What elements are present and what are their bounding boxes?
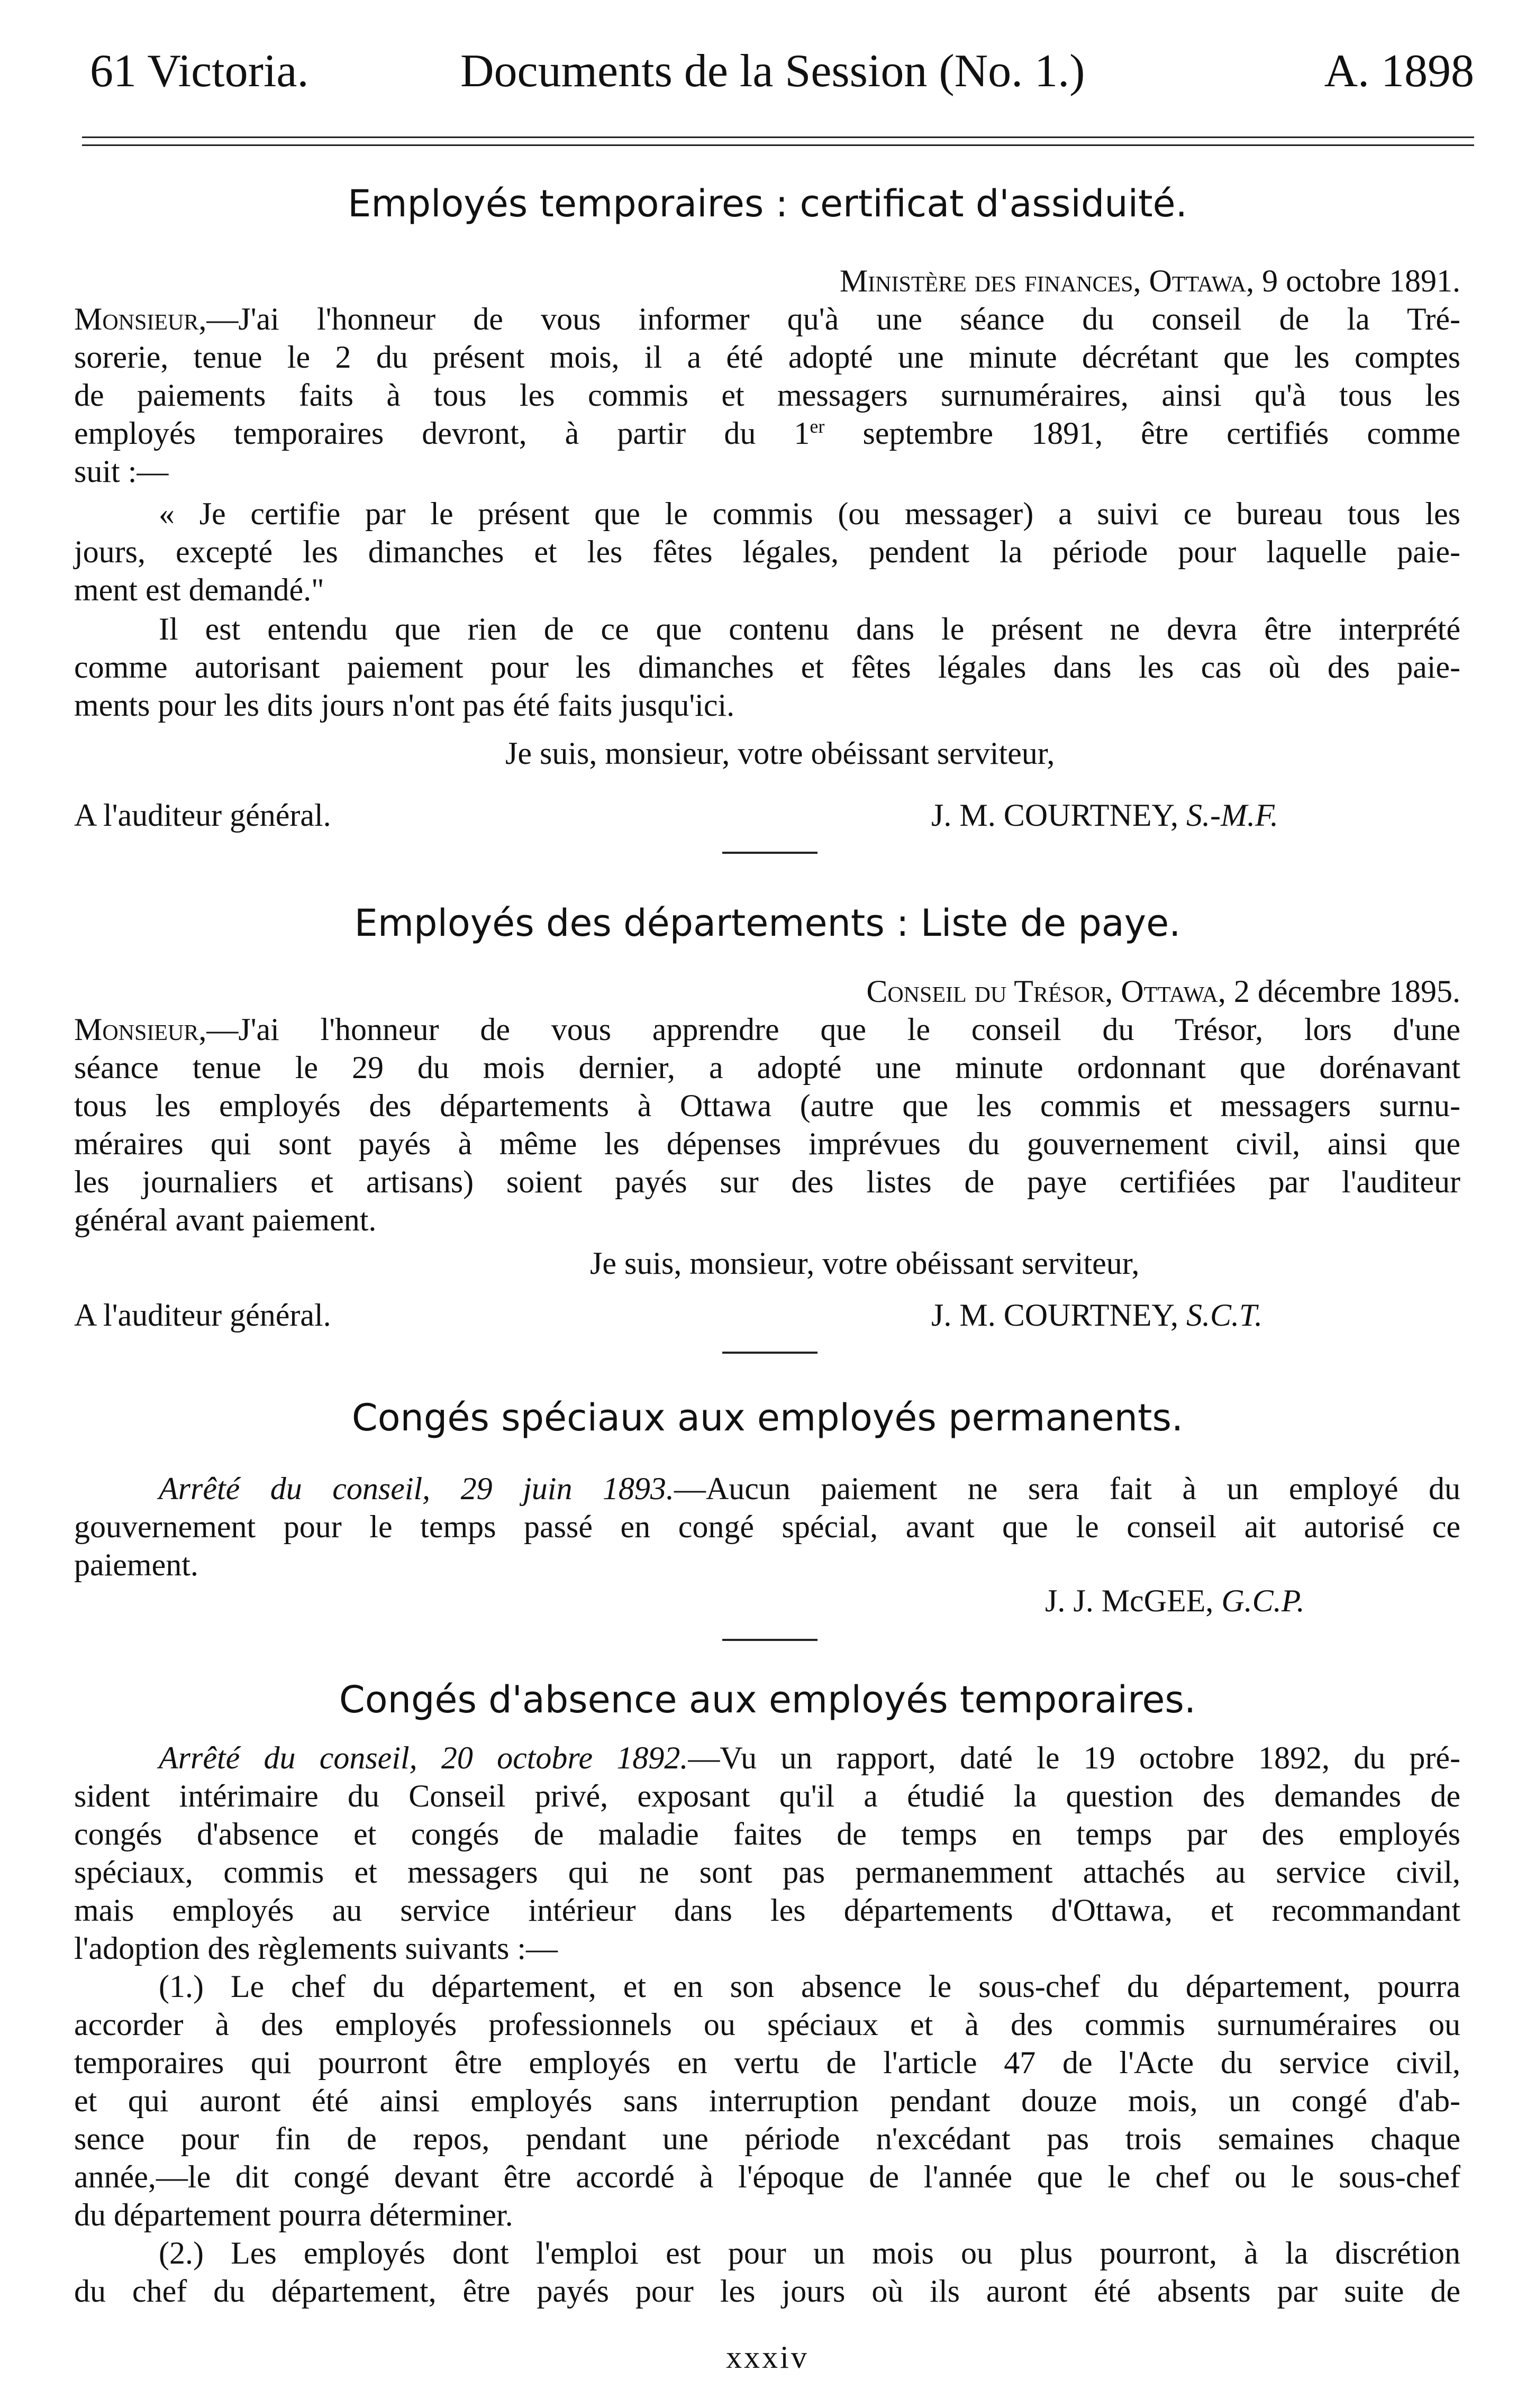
body-line: séance tenue le 29 du mois dernier, a adopté une minute ordonnant que dorénavant xyxy=(74,1050,1460,1085)
dateline-date: 2 décembre 1895. xyxy=(1233,974,1460,1009)
rule-line: du département pourra déterminer. xyxy=(74,2197,513,2232)
body-line: tous les employés des départements à Ottawa (autre que les commis et messagers surnu- xyxy=(74,1088,1460,1123)
section-heading-2: Employés des départements : Liste de paye. xyxy=(354,901,1181,945)
text-run: —Vu un rapport, daté le 19 octobre 1892, du pré- xyxy=(688,1740,1460,1775)
body-line: gouvernement pour le temps passé en congé spécial, avant que le conseil ait autorisé ce xyxy=(74,1509,1460,1544)
body-line: de paiements faits à tous les commis et messagers surnuméraires, ainsi qu'à tous les xyxy=(74,378,1460,413)
header-double-rule xyxy=(82,136,1474,146)
signatory-title: S.-M.F. xyxy=(1186,798,1278,833)
text-run: employés temporaires devront, à partir du 1 xyxy=(74,416,810,451)
rule-line: du chef du département, être payés pour les jours où ils auront été absents par suite de xyxy=(74,2274,1460,2309)
body-line: sident intérimaire du Conseil privé, exposant qu'il a étudié la question des demandes de xyxy=(74,1778,1460,1813)
dateline-office: Ministère des finances, Ottawa, xyxy=(839,263,1255,298)
section-divider xyxy=(722,1639,818,1641)
quote-line: jours, excepté les dimanches et les fêtes légales, pendent la période pour laquelle paie- xyxy=(74,534,1460,569)
signatory-title: S.C.T. xyxy=(1186,1298,1262,1333)
rule-line: (2.) Les employés dont l'emploi est pour un mois ou plus pourront, à la discrétion xyxy=(159,2236,1460,2270)
salutation: Monsieur, xyxy=(74,302,207,336)
body-line: comme autorisant paiement pour les dimanches et fêtes légales dans les cas où des paie- xyxy=(74,650,1460,685)
closing-formula: Je suis, monsieur, votre obéissant serviteur, xyxy=(505,736,1055,771)
body-line: les journaliers et artisans) soient payés sur des listes de paye certifiées par l'auditeur xyxy=(74,1164,1460,1199)
quote-line: « Je certifie par le présent que le commis (ou messager) a suivi ce bureau tous les xyxy=(159,496,1460,531)
signatory-title: G.C.P. xyxy=(1221,1583,1305,1618)
rule-line: et qui auront été ainsi employés sans interruption pendant douze mois, un congé d'ab- xyxy=(74,2083,1460,2118)
dateline-1 xyxy=(74,262,1460,300)
body-line: Il est entendu que rien de ce que contenu dans le présent ne devra être interprété xyxy=(159,612,1460,646)
body-line: méraires qui sont payés à même les dépenses imprévues du gouvernement civil, ainsi que xyxy=(74,1126,1460,1161)
body-line: l'adoption des règlements suivants :— xyxy=(74,1931,558,1966)
page-folio: xxxiv xyxy=(726,2340,809,2375)
text-run: septembre 1891, être certifiés comme xyxy=(824,416,1460,451)
addressee: A l'auditeur général. xyxy=(74,1298,331,1333)
signatory-name: J. M. COURTNEY, xyxy=(931,1298,1179,1333)
signature xyxy=(931,1296,1262,1334)
running-head xyxy=(69,40,1474,103)
salutation: Monsieur, xyxy=(74,1012,207,1047)
signatory-name: J. J. McGEE, xyxy=(1045,1583,1214,1618)
body-line: congés d'absence et congés de maladie faites de temps en temps par des employés xyxy=(74,1817,1460,1851)
header-publication-title: Documents de la Session (No. 1.) xyxy=(460,45,1085,97)
superscript: er xyxy=(810,416,825,437)
body-line: suit :— xyxy=(74,454,169,489)
signatory-name: J. M. COURTNEY, xyxy=(931,798,1179,833)
body-line: paiement. xyxy=(74,1547,198,1582)
text-run: —Aucun paiement ne sera fait à un employé du xyxy=(674,1471,1460,1506)
body-line: spéciaux, commis et messagers qui ne sont pas permanemment attachés au service civil, xyxy=(74,1855,1460,1890)
section-heading-3: Congés spéciaux aux employés permanents. xyxy=(351,1396,1184,1439)
rule-line: sence pour fin de repos, pendant une période n'excédant pas trois semaines chaque xyxy=(74,2121,1460,2156)
body-line xyxy=(159,1470,1460,1508)
body-line xyxy=(74,414,1460,452)
header-regnal-year: 61 Victoria. xyxy=(90,45,309,97)
dateline-2 xyxy=(74,972,1460,1010)
body-line xyxy=(74,1010,1460,1048)
signature xyxy=(1045,1582,1305,1620)
body-line: mais employés au service intérieur dans les départements d'Ottawa, et recommandant xyxy=(74,1893,1460,1928)
closing-formula: Je suis, monsieur, votre obéissant serviteur, xyxy=(590,1246,1140,1281)
signature xyxy=(931,796,1278,834)
rule-line: année,—le dit congé devant être accordé à l'époque de l'année que le chef ou le sous-chef xyxy=(74,2159,1460,2194)
body-line xyxy=(74,300,1460,338)
order-reference: Arrêté du conseil, 20 octobre 1892. xyxy=(159,1740,688,1775)
text-run: —J'ai l'honneur de vous apprendre que le conseil du Trésor, lors d'une xyxy=(206,1012,1460,1047)
section-heading-1: Employés temporaires : certificat d'assiduité. xyxy=(348,182,1187,225)
rule-line: accorder à des employés professionnels ou spéciaux et à des commis surnuméraires ou xyxy=(74,2007,1460,2042)
body-line: sorerie, tenue le 2 du présent mois, il a été adopté une minute décrétant que les comptes xyxy=(74,340,1460,375)
section-heading-4: Congés d'absence aux employés temporaires. xyxy=(339,1678,1196,1721)
rule-line: temporaires qui pourront être employés en vertu de l'article 47 de l'Acte du service civil, xyxy=(74,2045,1460,2080)
dateline-date: 9 octobre 1891. xyxy=(1262,263,1460,298)
body-line xyxy=(159,1739,1460,1777)
addressee: A l'auditeur général. xyxy=(74,798,331,833)
dateline-office: Conseil du Trésor, Ottawa, xyxy=(866,974,1226,1009)
rule-line: (1.) Le chef du département, et en son absence le sous-chef du département, pourra xyxy=(159,1969,1460,2004)
quote-line: ment est demandé." xyxy=(74,572,324,607)
body-line: ments pour les dits jours n'ont pas été faits jusqu'ici. xyxy=(74,688,735,723)
section-divider xyxy=(722,1352,818,1354)
section-divider xyxy=(722,852,818,854)
text-run: —J'ai l'honneur de vous informer qu'à une séance du conseil de la Tré- xyxy=(206,302,1460,336)
header-year: A. 1898 xyxy=(1324,45,1474,97)
order-reference: Arrêté du conseil, 29 juin 1893. xyxy=(159,1471,674,1506)
body-line: général avant paiement. xyxy=(74,1202,377,1237)
